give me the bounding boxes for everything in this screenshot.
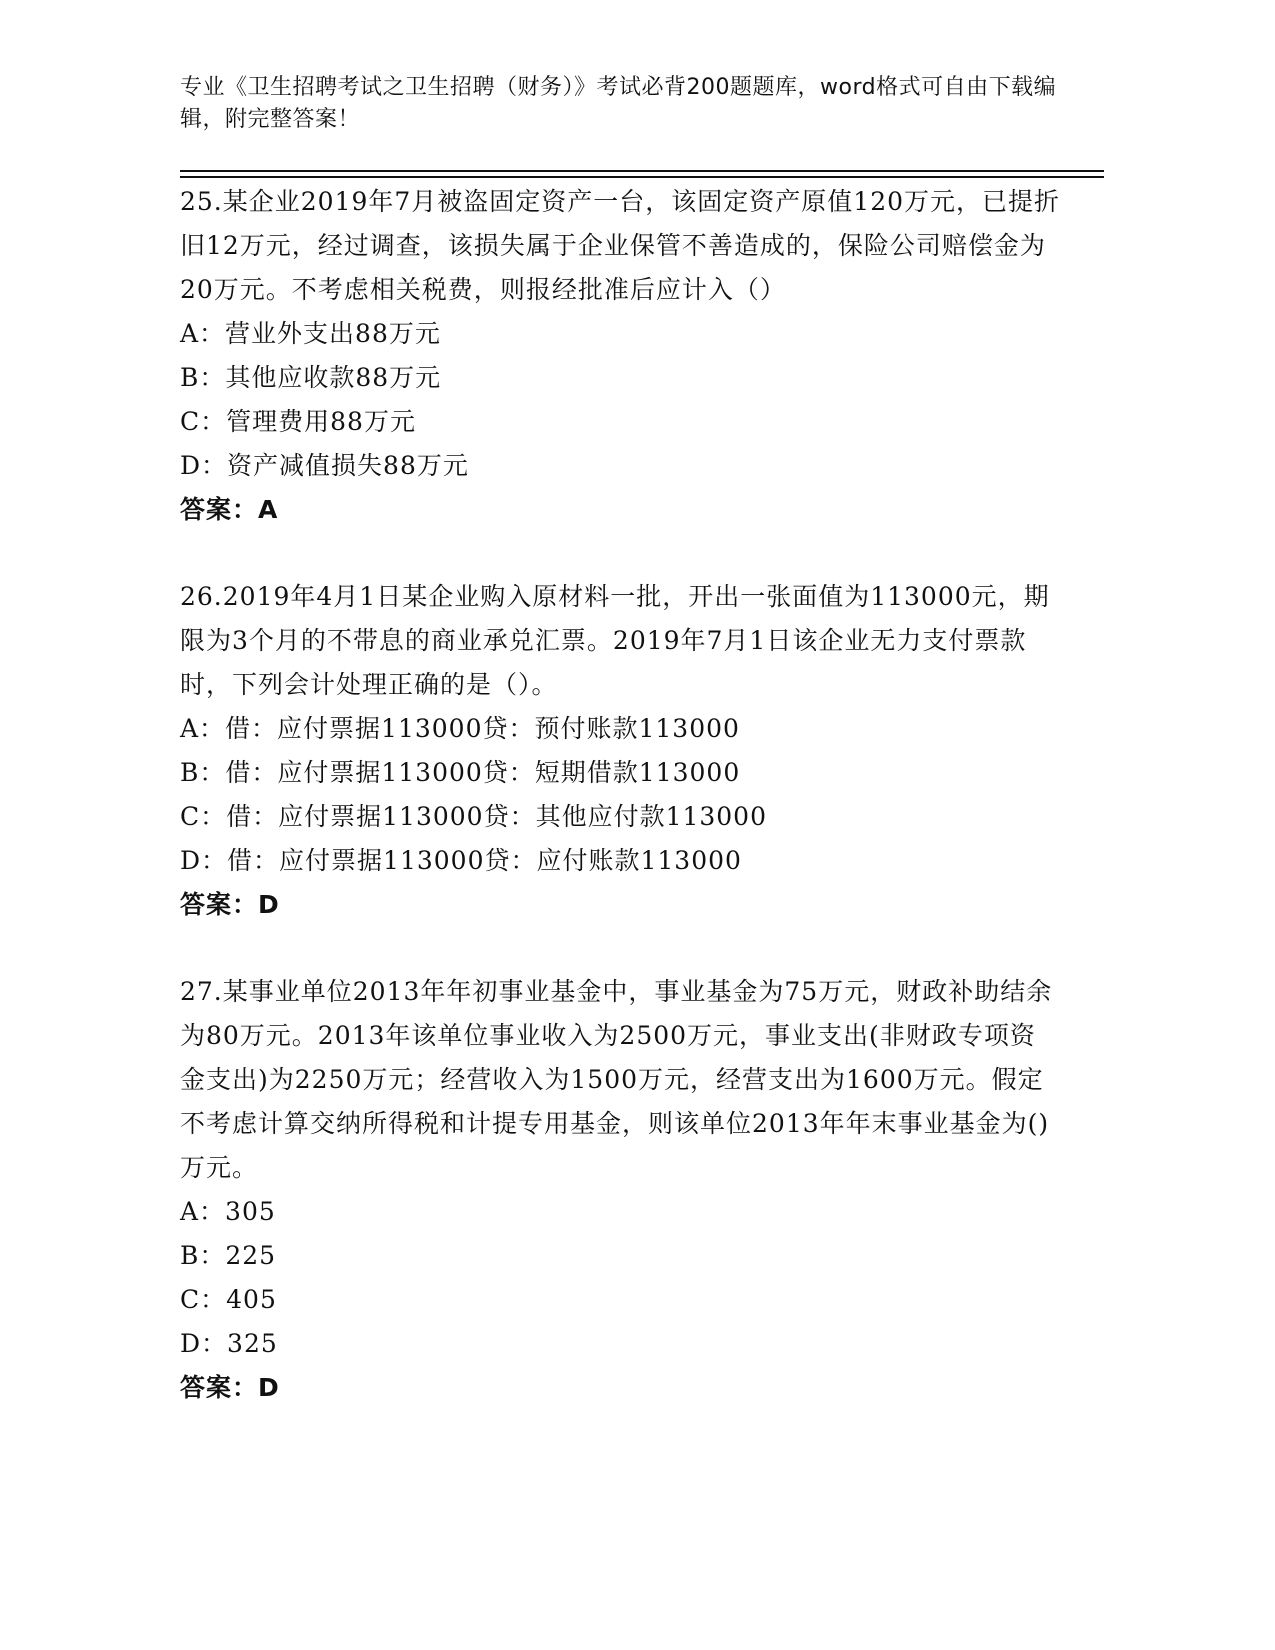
answer-line: 答案：D xyxy=(180,890,280,919)
option-c: C：借：应付票据113000贷：其他应付款113000 xyxy=(180,802,767,831)
question-spacer xyxy=(180,532,1060,575)
header-divider xyxy=(180,170,1104,172)
option-c: C：管理费用88万元 xyxy=(180,407,416,436)
question-stem: 25.某企业2019年7月被盗固定资产一台，该固定资产原值120万元，已提折旧12万元，经过调查，该损失属于企业保管不善造成的，保险公司赔偿金为20万元。不考虑相关税费，则报经批准后应计入（） xyxy=(180,187,1061,304)
answer-line: 答案：D xyxy=(180,1373,280,1402)
option-c: C：405 xyxy=(180,1285,277,1314)
option-d: D：资产减值损失88万元 xyxy=(180,451,469,480)
option-a: A：借：应付票据113000贷：预付账款113000 xyxy=(180,714,740,743)
question-stem: 27.某事业单位2013年年初事业基金中，事业基金为75万元，财政补助结余为80万元。2013年该单位事业收入为2500万元，事业支出(非财政专项资金支出)为2250万元；经营收入为1500万元，经营支出为1600万元。假定不考虑计算交纳所得税和计提专用基金，则该单位2013年年末事业基金为()万元。 xyxy=(180,977,1053,1182)
question-spacer xyxy=(180,927,1060,970)
option-b: B：225 xyxy=(180,1241,277,1270)
question-26 xyxy=(180,575,1060,927)
question-stem: 26.2019年4月1日某企业购入原材料一批，开出一张面值为113000元，期限为3个月的不带息的商业承兑汇票。2019年7月1日该企业无力支付票款时，下列会计处理正确的是（）。 xyxy=(180,582,1050,699)
option-d: D：325 xyxy=(180,1329,278,1358)
option-a: A：营业外支出88万元 xyxy=(180,319,441,348)
header-divider-double xyxy=(180,176,1104,178)
option-b: B：其他应收款88万元 xyxy=(180,363,442,392)
answer-line: 答案：A xyxy=(180,495,279,524)
option-b: B：借：应付票据113000贷：短期借款113000 xyxy=(180,758,741,787)
question-list xyxy=(180,180,1060,1410)
question-25 xyxy=(180,180,1060,532)
option-d: D：借：应付票据113000贷：应付账款113000 xyxy=(180,846,742,875)
option-a: A：305 xyxy=(180,1197,276,1226)
document-header: 专业《卫生招聘考试之卫生招聘（财务）》考试必背200题题库，word格式可自由下载编辑，附完整答案！ xyxy=(180,75,1057,132)
question-27 xyxy=(180,970,1060,1410)
